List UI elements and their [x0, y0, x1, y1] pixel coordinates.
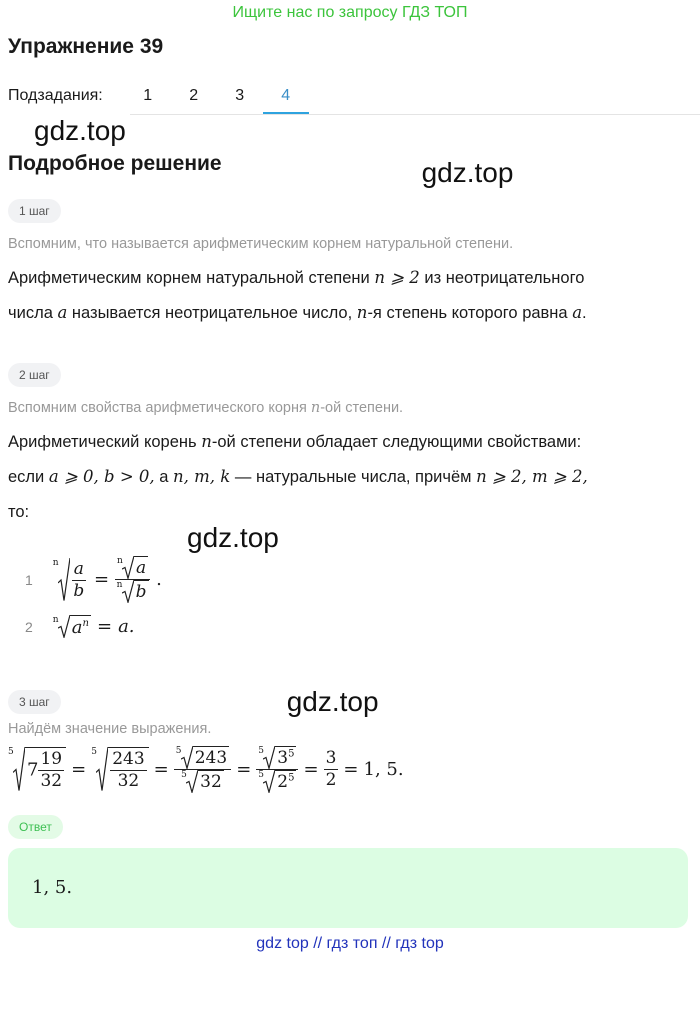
step-text: если a ⩾ 0, b > 0, а n, m, k — натуральные числа, причём n ⩾ 2, m ⩾ 2,	[8, 467, 588, 486]
solution-title: Подробное решение	[8, 152, 222, 175]
step-hint: Вспомним, что называется арифметическим корнем натуральной степени.	[8, 236, 514, 252]
step-badge: 3 шаг	[8, 690, 61, 714]
property-number: 2	[25, 618, 33, 635]
step-hint: Найдём значение выражения.	[8, 721, 212, 737]
tab-3[interactable]: 3	[235, 87, 245, 104]
tab-2[interactable]: 2	[189, 87, 199, 104]
step-text: Арифметическим корнем натуральной степени n ⩾ 2 из неотрицательного	[8, 268, 585, 287]
answer-box	[8, 848, 688, 928]
step-text: то:	[8, 503, 30, 521]
property-number: 1	[25, 571, 33, 588]
subtask-tabs	[8, 86, 692, 115]
step-text: числа a называется неотрицательное число, n-я степень которого равна a.	[8, 303, 587, 322]
search-banner: Ищите нас по запросу ГДЗ ТОП	[232, 4, 468, 21]
step-hint: Вспомним свойства арифметического корня n-ой степени.	[8, 400, 404, 416]
page-title: Упражнение 39	[8, 35, 164, 58]
answer-value: 1, 5.	[32, 877, 73, 898]
step-badge: 1 шаг	[8, 199, 61, 223]
tabs-divider	[130, 114, 700, 115]
footer-links: gdz top // гдз топ // гдз top	[256, 935, 444, 952]
watermark: gdz.top	[34, 115, 126, 146]
property-1: 1 n $\frac{a}{b}$ = n a n b .	[25, 556, 162, 602]
watermark: gdz.top	[187, 522, 279, 553]
calculation: 5 7 $\frac{19}{32}$ = 5 $\frac{243}{32}$ = 5 243 5 32 = 5 $3^5$ 5 $2^5$ = $\frac{3}{2}$ = 1, 5.	[8, 746, 404, 792]
property-2: 2 n $a^n$ = a.	[25, 615, 135, 638]
subtasks-label: Подзадания:	[8, 87, 103, 104]
watermark: gdz.top	[421, 157, 514, 188]
tab-1[interactable]: 1	[143, 87, 153, 104]
tab-4[interactable]: 4	[263, 86, 309, 115]
answer-badge: Ответ	[8, 815, 63, 839]
step-badge: 2 шаг	[8, 363, 61, 387]
step-text: Арифметический корень n-ой степени обладает следующими свойствами:	[8, 432, 582, 451]
watermark: gdz.top	[286, 686, 379, 717]
